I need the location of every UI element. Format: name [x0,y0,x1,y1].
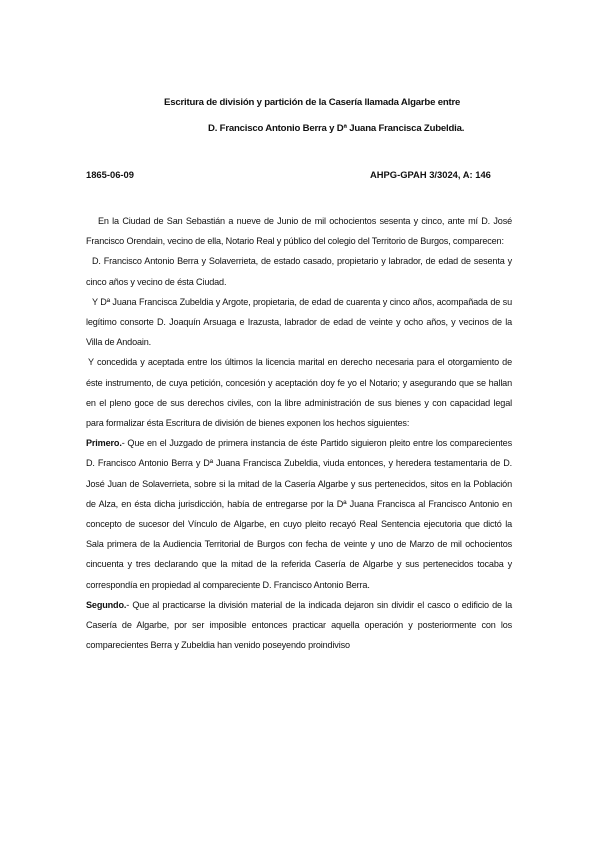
paragraph-text: En la Ciudad de San Sebastián a nueve de Junio de mil ochocientos sesenta y cinco, ante mí D. José Francisco Orendain, vecino de ella, Notario Real y público del colegio del Territorio de Burgos, comparecen: [86,216,512,247]
section-heading-primero: Primero. [86,438,122,449]
document-body [86,211,512,655]
paragraph-opening [86,211,512,251]
paragraph-party-zubeldia [86,292,512,353]
document-title-line-1: Escritura de división y partición de la Casería llamada Algarbe entre [164,97,461,108]
paragraph-text: Y Dª Juana Francisca Zubeldia y Argote, propietaria, de edad de cuarenta y cinco años, acompañada de su legítimo consorte D. Joaquín Arsuaga e Irazusta, labrador de edad de veinte y ocho años, y vecinos de la Villa de Andoain. [86,296,512,348]
paragraph-party-berra [86,251,512,291]
section-heading-segundo: Segundo. [86,599,127,610]
paragraph-primero [86,433,512,595]
paragraph-segundo [86,595,512,656]
paragraph-text: - Que en el Juzgado de primera instancia de éste Partido siguieron pleito entre los comparecientes D. Francisco Antonio Berra y Dª Juana Francisca Zubeldia, viuda entonces, y heredera testamentaria de D. José Juan de Solaverrieta, sobre si la mitad de la Casería Algarbe y sus pertenecidos, sitos en la Población de Alza, en ésta dicha jurisdicción, había de entregarse por la Dª Juana Francisca al Francisco Antonio en concepto de sucesor del Vínculo de Algarbe, en cuyo pleito recayó Real Sentencia ejecutoria que dictó la Sala primera de la Audiencia Territorial de Burgos con fecha de veinte y uno de Marzo de mil ochocientos cincuenta y tres declarando que la mitad de la referida Casería de Algarbe y sus pertenecidos tocaba y correspondía en propiedad al compareciente D. Francisco Antonio Berra. [86,438,512,590]
archive-reference: AHPG-GPAH 3/3024, A: 146 [370,169,491,180]
paragraph-text: - Que al practicarse la división material de la indicada dejaron sin dividir el casco o edificio de la Casería de Algarbe, por ser imposible entonces practicar aquella operación y posteriormente con los comparecientes Berra y Zubeldia han venido poseyendo proindiviso [86,599,512,651]
paragraph-text: Y concedida y aceptada entre los últimos la licencia marital en derecho necesaria para el otorgamiento de éste instrumento, de cuya petición, concesión y aceptación doy fe yo el Notario; y asegurando que se hallan en el pleno goce de sus derechos civiles, con la libre administración de sus bienes y con capacidad legal para formalizar ésta Escritura de división de bienes exponen los hechos siguientes: [86,357,512,429]
document-date: 1865-06-09 [86,169,134,180]
paragraph-text: D. Francisco Antonio Berra y Solaverrieta, de estado casado, propietario y labrador, de edad de sesenta y cinco años y vecino de ésta Ciudad. [86,256,512,287]
document-title-line-2: D. Francisco Antonio Berra y Dª Juana Francisca Zubeldia. [208,123,465,134]
paragraph-license [86,352,512,433]
